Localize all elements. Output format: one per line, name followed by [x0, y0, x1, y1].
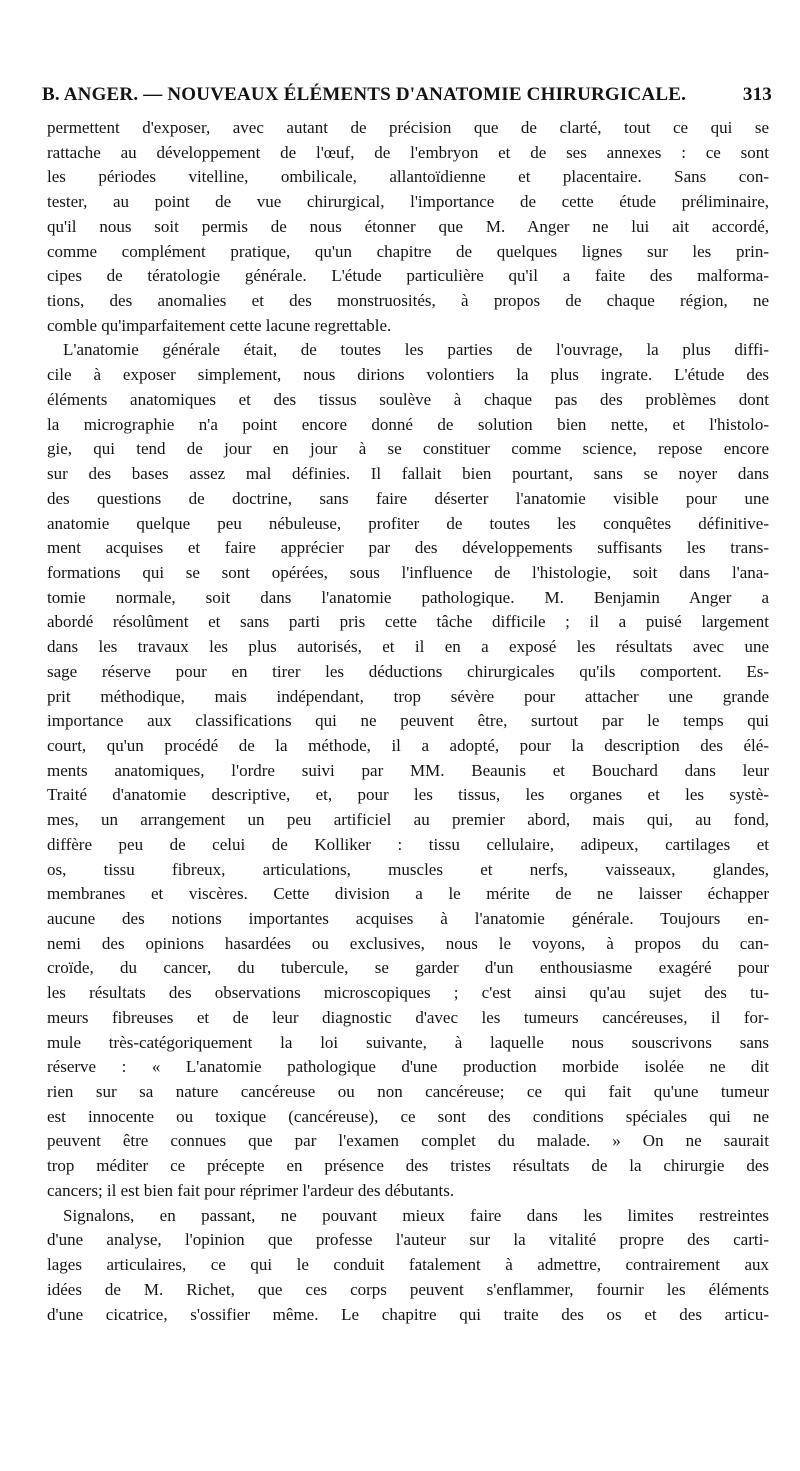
text-line: idées de M. Richet, que ces corps peuvent s'enflammer, fournir les éléments	[47, 1279, 769, 1299]
text-line: sur des bases assez mal définies. Il fallait bien pourtant, sans se noyer dans	[47, 464, 769, 484]
text-line: Traité d'anatomie descriptive, et, pour les tissus, les organes et les systè-	[47, 785, 769, 805]
text-line: rien sur sa nature cancéreuse ou non cancéreuse; ce qui fait qu'une tumeur	[47, 1082, 769, 1102]
text-line: L'anatomie générale était, de toutes les parties de l'ouvrage, la plus diffi-	[63, 340, 769, 360]
running-title: B. ANGER. — NOUVEAUX ÉLÉMENTS D'ANATOMIE CHIRURGICALE.	[42, 84, 687, 105]
text-line: formations qui se sont opérées, sous l'influence de l'histologie, soit dans l'ana-	[47, 562, 769, 582]
text-line: sage réserve pour en tirer les déductions chirurgicales qu'ils comportent. Es-	[47, 661, 769, 681]
review-text	[47, 116, 769, 1327]
text-line: cancers; il est bien fait pour réprimer l'ardeur des débutants.	[47, 1180, 455, 1200]
text-line: d'une cicatrice, s'ossifier même. Le chapitre qui traite des os et des articu-	[47, 1304, 769, 1324]
text-line: des questions de doctrine, sans faire déserter l'anatomie visible pour une	[47, 488, 769, 508]
text-line: ments anatomiques, l'ordre suivi par MM. Beaunis et Bouchard dans leur	[47, 760, 769, 780]
text-line: la micrographie n'a point encore donné de solution bien nette, et l'histolo-	[47, 414, 769, 434]
text-line: cile à exposer simplement, nous dirions volontiers la plus ingrate. L'étude des	[47, 365, 769, 385]
text-line: tions, des anomalies et des monstruosités, à propos de chaque région, ne	[47, 291, 769, 311]
text-line: trop méditer ce précepte en présence des tristes résultats de la chirurgie des	[47, 1156, 769, 1176]
page-number: 313	[742, 84, 772, 105]
text-line: prit méthodique, mais indépendant, trop sévère pour attacher une grande	[47, 686, 769, 706]
text-line: tester, au point de vue chirurgical, l'importance de cette étude préliminaire,	[47, 192, 769, 212]
text-line: membranes et viscères. Cette division a le mérite de ne laisser échapper	[47, 884, 769, 904]
text-line: qu'il nous soit permis de nous étonner que M. Anger ne lui ait accordé,	[47, 216, 769, 236]
text-line: est innocente ou toxique (cancéreuse), ce sont des conditions spéciales qui ne	[47, 1106, 769, 1126]
text-line: meurs fibreuses et de leur diagnostic d'avec les tumeurs cancéreuses, il for-	[47, 1007, 769, 1027]
text-line: éléments anatomiques et des tissus soulève à chaque pas des problèmes dont	[47, 389, 769, 409]
text-line: gie, qui tend de jour en jour à se constituer comme science, repose encore	[47, 439, 769, 459]
text-line: court, qu'un procédé de la méthode, il a adopté, pour la description des élé-	[47, 735, 769, 755]
text-line: mes, un arrangement un peu artificiel au premier abord, mais qui, au fond,	[47, 810, 769, 830]
text-line: comble qu'imparfaitement cette lacune regrettable.	[47, 315, 392, 335]
text-line: ment acquises et faire apprécier par des développements suffisants les trans-	[47, 538, 769, 558]
running-head	[42, 80, 772, 112]
text-line: les périodes vitelline, ombilicale, allantoïdienne et placentaire. Sans con-	[47, 167, 769, 187]
text-line: croïde, du cancer, du tubercule, se garder d'un enthousiasme exagéré pour	[47, 958, 769, 978]
text-line: permettent d'exposer, avec autant de précision que de clarté, tout ce qui se	[47, 118, 769, 137]
text-line: importance aux classifications qui ne peuvent être, surtout par le temps qui	[47, 711, 769, 731]
text-line: lages articulaires, ce qui le conduit fatalement à admettre, contrairement aux	[47, 1255, 769, 1275]
text-line: Signalons, en passant, ne pouvant mieux faire dans les limites restreintes	[63, 1205, 769, 1225]
text-line: tomie normale, soit dans l'anatomie pathologique. M. Benjamin Anger a	[47, 587, 769, 607]
text-line: mule très-catégoriquement la loi suivante, à laquelle nous souscrivons sans	[47, 1032, 769, 1052]
text-line: nemi des opinions hasardées ou exclusives, nous le voyons, à propos du can-	[47, 933, 769, 953]
text-line: les résultats des observations microscopiques ; c'est ainsi qu'au sujet des tu-	[47, 983, 769, 1003]
text-line: d'une analyse, l'opinion que professe l'auteur sur la vitalité propre des carti-	[47, 1230, 769, 1250]
text-line: aucune des notions importantes acquises à l'anatomie générale. Toujours en-	[47, 909, 769, 928]
text-line: dans les travaux les plus autorisés, et il en a exposé les résultats avec une	[47, 637, 769, 657]
text-line: anatomie quelque peu nébuleuse, profiter de toutes les conquêtes définitive-	[47, 513, 769, 533]
text-line: comme complément pratique, qu'un chapitre de quelques lignes sur les prin-	[47, 241, 769, 261]
text-line: réserve : « L'anatomie pathologique d'une production morbide isolée ne dit	[47, 1057, 769, 1077]
text-line: cipes de tératologie générale. L'étude particulière qu'il a faite des malforma-	[47, 266, 769, 286]
text-line: diffère peu de celui de Kolliker : tissu cellulaire, adipeux, cartilages et	[47, 834, 769, 854]
text-line: peuvent être connues que par l'examen complet du malade. » On ne saurait	[47, 1131, 769, 1151]
text-line: rattache au développement de l'œuf, de l'embryon et de ses annexes : ce sont	[47, 142, 769, 162]
text-line: abordé résolûment et sans parti pris cette tâche difficile ; il a puisé largement	[47, 612, 769, 632]
text-line: os, tissu fibreux, articulations, muscles et nerfs, vaisseaux, glandes,	[47, 859, 769, 879]
